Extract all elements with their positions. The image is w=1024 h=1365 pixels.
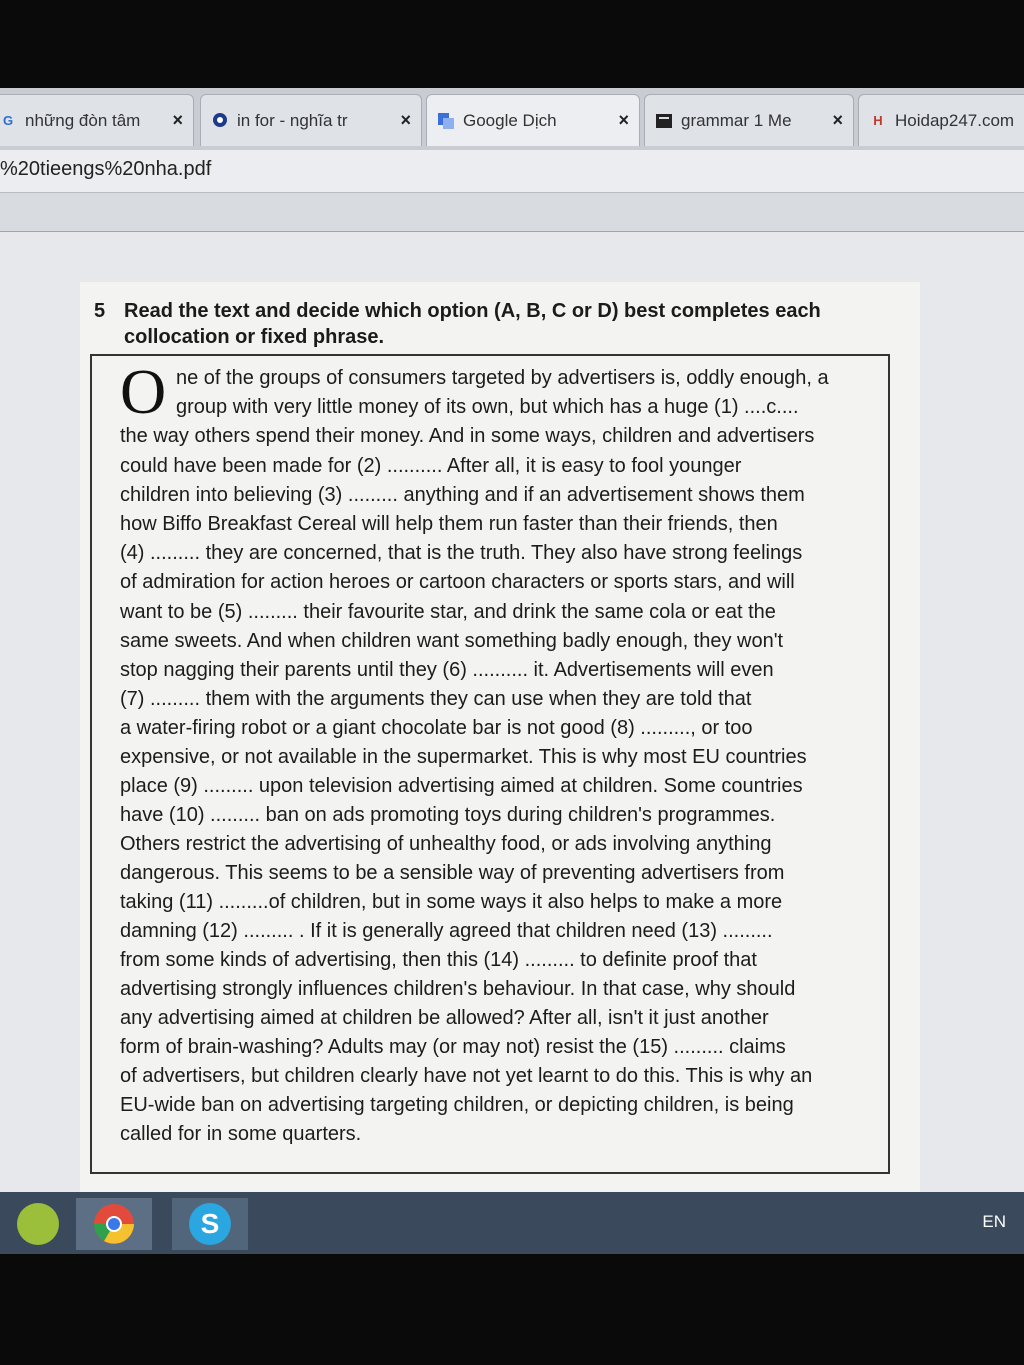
- close-icon[interactable]: ×: [832, 110, 843, 130]
- tab-title: Google Dịch: [463, 110, 557, 130]
- passage-line: of admiration for action heroes or cartoon characters or sports stars, and will: [120, 571, 795, 593]
- skype-icon: [189, 1203, 231, 1245]
- translate-icon: [437, 112, 455, 130]
- passage-line: from some kinds of advertising, then this (14) ......... to definite proof that: [120, 949, 757, 971]
- close-icon[interactable]: ×: [172, 110, 183, 130]
- passage-line: EU-wide ban on advertising targeting children, or depicting children, is being: [120, 1094, 794, 1116]
- close-icon[interactable]: ×: [400, 110, 411, 130]
- drop-cap: O: [120, 356, 167, 427]
- address-bar[interactable]: [0, 150, 1024, 193]
- tab-3[interactable]: [426, 94, 640, 146]
- passage-line: have (10) ......... ban on ads promoting toys during children's programmes.: [120, 804, 776, 826]
- pdf-toolbar: [0, 193, 1024, 232]
- passage-line: how Biffo Breakfast Cereal will help them run faster than their friends, then: [120, 513, 778, 535]
- passage-line: dangerous. This seems to be a sensible way of preventing advertisers from: [120, 862, 785, 884]
- reading-passage: [90, 354, 890, 1174]
- passage-line: same sweets. And when children want something badly enough, they won't: [120, 630, 784, 652]
- tab-title: in for - nghĩa tr: [237, 110, 348, 130]
- passage-line: (7) ......... them with the arguments they can use when they are told that: [120, 688, 752, 710]
- passage-line: a water-firing robot or a giant chocolate bar is not good (8) ........., or too: [120, 717, 753, 739]
- tab-title: những đòn tâm: [25, 110, 141, 130]
- chrome-icon: [92, 1202, 136, 1246]
- skype-letter: S: [200, 1208, 220, 1239]
- passage-line: taking (11) .........of children, but in some ways it also helps to make a more: [120, 891, 783, 913]
- start-icon: [17, 1203, 59, 1245]
- passage-line: any advertising aimed at children be allowed? After all, isn't it just another: [120, 1007, 769, 1029]
- passage-line: stop nagging their parents until they (6) .......... it. Advertisements will even: [120, 659, 774, 681]
- tab-5[interactable]: [858, 94, 1024, 146]
- close-icon[interactable]: ×: [618, 110, 629, 130]
- passage-line: children into believing (3) ......... anything and if an advertisement shows them: [120, 484, 805, 506]
- tab-strip: [0, 88, 1024, 152]
- instruction-line: Read the text and decide which option (A, B, C or D) best completes each: [124, 300, 821, 322]
- pdf-page: [80, 282, 920, 1192]
- language-indicator[interactable]: EN: [982, 1212, 1006, 1231]
- speech-bubble-icon: [211, 112, 229, 130]
- url-text[interactable]: %20tieengs%20nha.pdf: [0, 158, 212, 180]
- pdf-viewer[interactable]: [0, 232, 1024, 1192]
- passage-line: damning (12) ......... . If it is generally agreed that children need (13) .........: [120, 920, 773, 942]
- tab-title: grammar 1 Me: [681, 110, 792, 130]
- exercise-instruction: [124, 298, 884, 350]
- g-icon: G: [2, 113, 14, 128]
- passage-line: form of brain-washing? Adults may (or may not) resist the (15) ......... claims: [120, 1036, 786, 1058]
- tab-2[interactable]: [200, 94, 422, 146]
- start-button[interactable]: [0, 1198, 76, 1250]
- exercise-number: 5: [94, 300, 106, 322]
- passage-line: (4) ......... they are concerned, that is the truth. They also have strong feelings: [120, 542, 803, 564]
- h-icon: H: [873, 113, 883, 128]
- passage-line: ne of the groups of consumers targeted by advertisers is, oddly enough, a: [176, 367, 829, 389]
- passage-line: place (9) ......... upon television advertising aimed at children. Some countries: [120, 775, 803, 797]
- passage-line: could have been made for (2) .......... After all, it is easy to fool younger: [120, 455, 742, 477]
- passage-line: advertising strongly influences children's behaviour. In that case, why should: [120, 978, 796, 1000]
- passage-line: expensive, or not available in the supermarket. This is why most EU countries: [120, 746, 807, 768]
- taskbar: [0, 1192, 1024, 1254]
- chrome-taskbar-button[interactable]: [76, 1198, 152, 1250]
- passage-line: group with very little money of its own, but which has a huge (1) ....c....: [176, 396, 799, 418]
- tab-4[interactable]: [644, 94, 854, 146]
- passage-line: called for in some quarters.: [120, 1123, 362, 1145]
- book-icon: [655, 112, 673, 130]
- instruction-line: collocation or fixed phrase.: [124, 326, 385, 348]
- tab-title: Hoidap247.com: [895, 110, 1015, 130]
- skype-taskbar-button[interactable]: [172, 1198, 248, 1250]
- passage-line: the way others spend their money. And in some ways, children and advertisers: [120, 425, 815, 447]
- passage-line: want to be (5) ......... their favourite star, and drink the same cola or eat the: [120, 601, 776, 623]
- passage-line: Others restrict the advertising of unhealthy food, or ads involving anything: [120, 833, 772, 855]
- passage-line: of advertisers, but children clearly have not yet learnt to do this. This is why an: [120, 1065, 813, 1087]
- tab-1[interactable]: [0, 94, 194, 146]
